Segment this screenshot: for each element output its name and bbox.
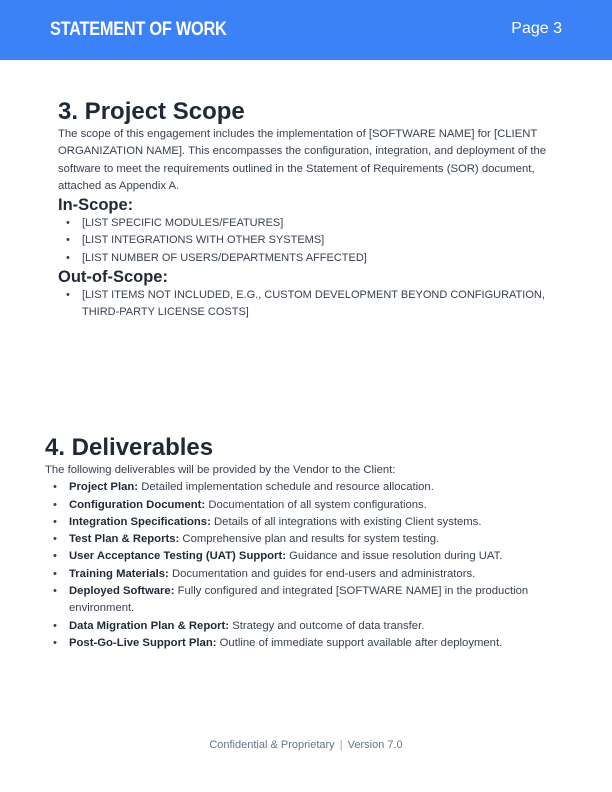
- deliverable-term: Configuration Document:: [69, 498, 206, 511]
- deliverable-term: Project Plan:: [69, 481, 139, 494]
- deliverable-desc: Comprehensive plan and results for system testing.: [179, 533, 440, 546]
- deliverable-term: User Acceptance Testing (UAT) Support:: [69, 550, 286, 563]
- in-scope-heading: In-Scope:: [58, 196, 134, 215]
- deliverable-desc: Strategy and outcome of data transfer.: [229, 619, 425, 632]
- deliverable-desc: Detailed implementation schedule and resource allocation.: [138, 481, 434, 494]
- out-of-scope-heading: Out-of-Scope:: [58, 268, 168, 287]
- list-item: [69, 479, 545, 496]
- page-number: Page 3: [511, 20, 562, 37]
- list-item: [69, 618, 545, 635]
- section-deliverables: [45, 433, 545, 652]
- list-item: • [LIST NUMBER OF USERS/DEPARTMENTS AFFECTED]: [82, 250, 558, 267]
- list-item: [69, 548, 545, 565]
- deliverables-list: [45, 479, 545, 652]
- deliverable-desc: Documentation and guides for end-users and administrators.: [168, 567, 476, 580]
- list-item: [69, 566, 545, 583]
- in-scope-list: [58, 215, 558, 267]
- page-footer: [0, 739, 612, 751]
- list-item: • [LIST SPECIFIC MODULES/FEATURES]: [82, 215, 558, 232]
- deliverable-desc: Documentation of all system configurations.: [205, 498, 427, 511]
- deliverable-term: Integration Specifications:: [69, 515, 211, 528]
- list-item: [69, 635, 545, 652]
- document-title: STATEMENT OF WORK: [50, 19, 227, 40]
- list-item: • [LIST ITEMS NOT INCLUDED, E.G., CUSTOM DEVELOPMENT BEYOND CONFIGURATION, THIRD-PARTY LICENSE COSTS]: [82, 287, 558, 322]
- deliverable-desc: Guidance and issue resolution during UAT.: [285, 550, 503, 563]
- version-label: Version 7.0: [347, 739, 403, 751]
- footer-separator: |: [339, 739, 343, 751]
- list-item: [69, 531, 545, 548]
- section-intro: The scope of this engagement includes the implementation of [SOFTWARE NAME] for [CLIENT ORGANIZATION NAME]. This encompasses the configuration, integration, and deployment of the software to meet the requirements outlined in the Statement of Requirements (SOR) document, attached as Appendix A.: [58, 128, 547, 192]
- deliverable-term: Data Migration Plan & Report:: [69, 619, 230, 632]
- out-of-scope-list: [58, 287, 558, 322]
- list-item: [69, 497, 545, 514]
- list-item: • [LIST INTEGRATIONS WITH OTHER SYSTEMS]: [82, 232, 558, 249]
- page-header: [0, 0, 612, 60]
- deliverable-term: Post-Go-Live Support Plan:: [69, 636, 217, 649]
- deliverable-term: Test Plan & Reports:: [69, 533, 180, 546]
- deliverable-term: Deployed Software:: [69, 585, 175, 598]
- deliverable-desc: Outline of immediate support available after deployment.: [216, 636, 503, 649]
- section-intro: The following deliverables will be provided by the Vendor to the Client:: [45, 464, 396, 476]
- deliverable-desc: Details of all integrations with existing Client systems.: [210, 515, 482, 528]
- section-heading: 4. Deliverables: [45, 434, 214, 461]
- deliverable-term: Training Materials:: [69, 567, 169, 580]
- deliverable-desc: Fully configured and integrated [SOFTWARE NAME] in the production environment.: [69, 585, 529, 615]
- confidentiality-label: Confidential & Proprietary: [209, 739, 335, 751]
- section-heading: 3. Project Scope: [58, 98, 245, 125]
- section-project-scope: [58, 97, 558, 322]
- list-item: [69, 514, 545, 531]
- list-item: [69, 583, 545, 618]
